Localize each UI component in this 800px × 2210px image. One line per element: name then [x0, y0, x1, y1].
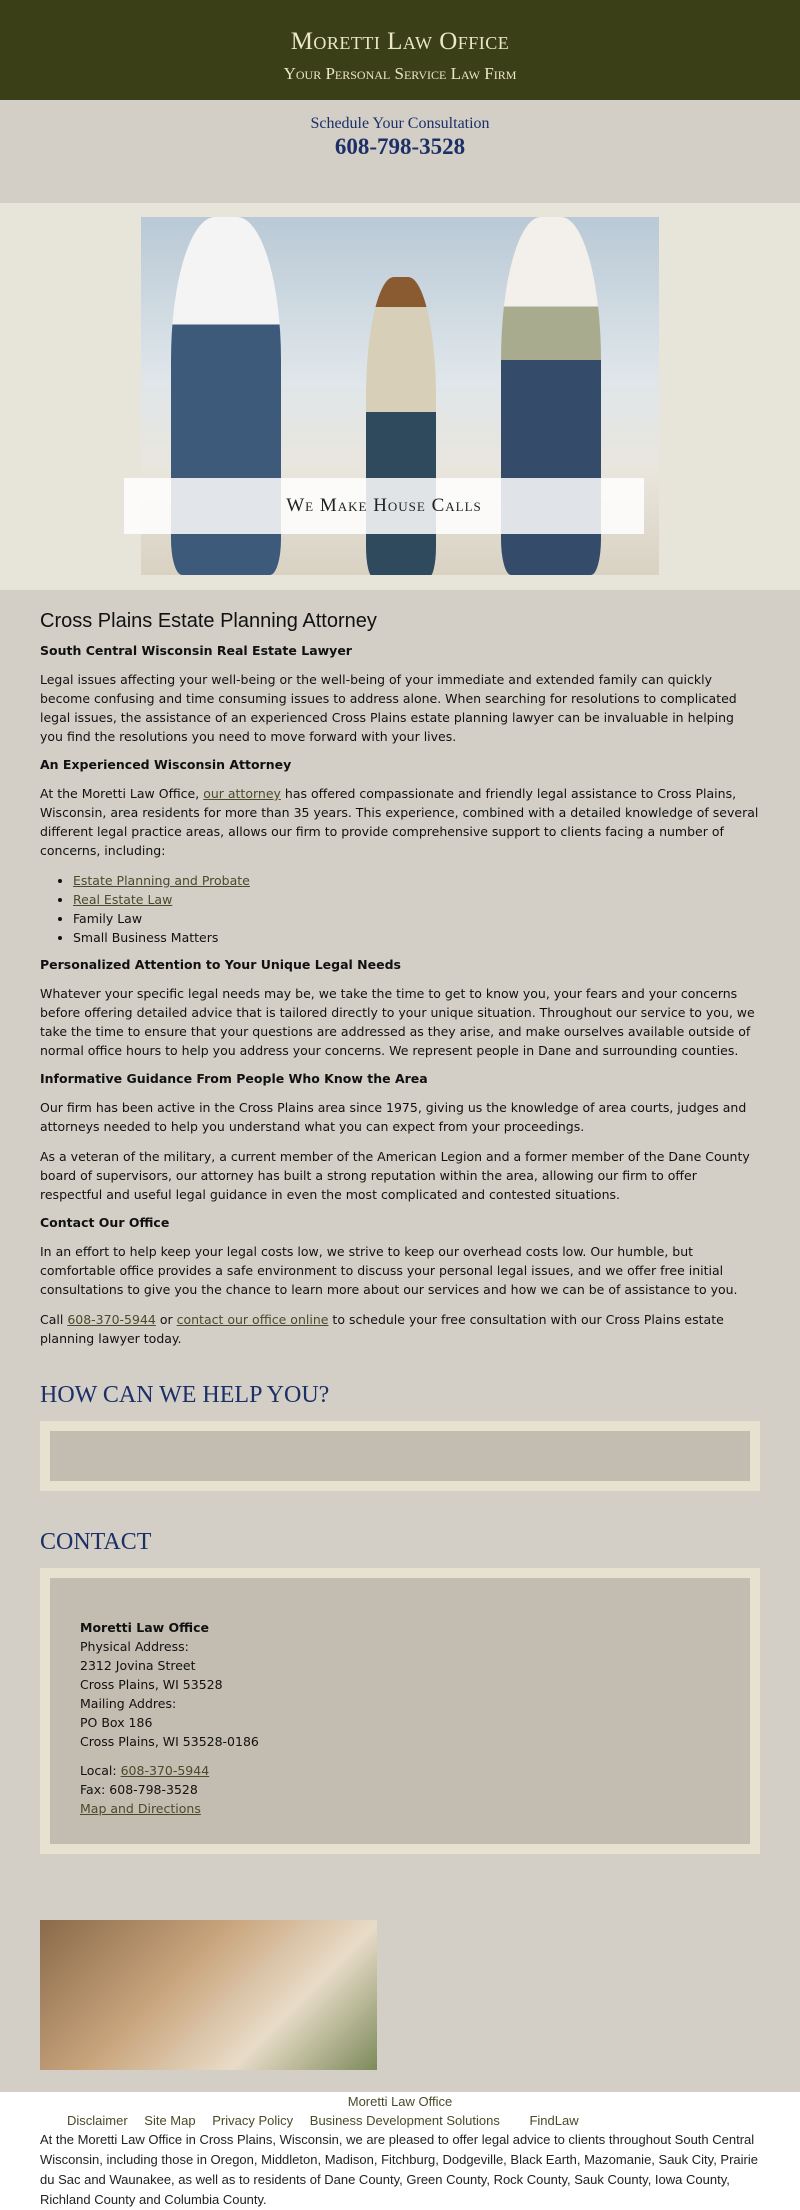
consultation-banner [0, 100, 800, 203]
footer-link-findlaw[interactable]: FindLaw [529, 2113, 579, 2128]
page-title: Cross Plains Estate Planning Attorney [40, 610, 377, 632]
text: to schedule your free consultation with our Cross Plains estate planning lawyer today. [40, 1312, 724, 1346]
paragraph: Whatever your specific legal needs may be, we take the time to get to know you, your fears and your concerns before offering detailed advice that is tailored directly to your unique situation. Throughout our service to you, we take the time to ensure that your questions are addressed as they arise, and make ourselves available outside of normal office hours to help you address your concerns. We represent people in Dane and surrounding counties. [40, 986, 755, 1058]
practice-link-real-estate[interactable]: Real Estate Law [73, 892, 173, 907]
practice-link-estate-planning[interactable]: Estate Planning and Probate [73, 873, 250, 888]
footer [0, 2092, 800, 2210]
footer-office-name: Moretti Law Office [347, 2094, 453, 2109]
paragraph: In an effort to help keep your legal costs low, we strive to keep our overhead costs low. Our humble, but comfortable office provides a safe environment to discuss your personal legal issues, and we offer free initial consultations to give you the chance to learn more about our services and how we can be of assistance to you. [40, 1244, 738, 1297]
footer-link-site-map[interactable]: Site Map [144, 2113, 196, 2128]
help-form-area [50, 1431, 750, 1481]
contact-details [50, 1578, 750, 1844]
site-tagline: Your Personal Service Law Firm [283, 64, 517, 83]
help-heading: HOW CAN WE HELP YOU? [40, 1382, 330, 1408]
footer-text: At the Moretti Law Office in Cross Plains, Wisconsin, we are pleased to offer legal advice to clients throughout South Central Wisconsin, including those in Oregon, Middleton, Madison, Fitchburg, Dodgeville, Black Earth, Mazomanie, Sauk City, Prairie du Sac and Waunakee, as well as to residents of Dane County, Green County, Rock County, Sauk County, Iowa County, Richland County and Columbia County. [40, 2132, 758, 2207]
list-item: • Family Law [73, 909, 760, 928]
subheading: An Experienced Wisconsin Attorney [40, 757, 292, 772]
practice-area-list [73, 871, 760, 947]
contact-heading: CONTACT [40, 1529, 152, 1555]
address-line: Physical Address: [80, 1639, 189, 1654]
footer-link-business-dev[interactable]: Business Development Solutions [309, 2113, 500, 2128]
family-photo [40, 1920, 377, 2070]
footer-links [40, 2113, 760, 2128]
site-header [0, 0, 800, 100]
hero-caption: We Make House Calls [124, 478, 644, 534]
address-line: Mailing Addres: [80, 1696, 177, 1711]
footer-link-disclaimer[interactable]: Disclaimer [67, 2113, 128, 2128]
address-line: PO Box 186 [80, 1715, 153, 1730]
hero [0, 203, 800, 590]
text: or [155, 1312, 177, 1327]
paragraph: Our firm has been active in the Cross Plains area since 1975, giving us the knowledge of area courts, judges and attorneys needed to help you understand what you can expect from your proceedings. [40, 1100, 747, 1134]
label: Local: [80, 1763, 121, 1778]
local-phone-link[interactable]: 608-370-5944 [120, 1763, 210, 1778]
paragraph: Legal issues affecting your well-being or the well-being of your immediate and extended family can quickly become confusing and time consuming issues to address alone. When searching for resolutions to complicated legal issues, the assistance of an experienced Cross Plains estate planning lawyer can be invaluable in helping you find the resolutions you need to move forward with your lives. [40, 672, 737, 744]
consultation-label: Schedule Your Consultation [310, 115, 490, 132]
fax: Fax: 608-798-3528 [80, 1782, 198, 1797]
subheading: South Central Wisconsin Real Estate Lawyer [40, 643, 352, 658]
text: has offered compassionate and friendly legal assistance to Cross Plains, Wisconsin, area residents for more than 35 years. This experience, combined with a detailed knowledge of several different legal practice areas, allows our firm to provide comprehensive support to clients facing a number of concerns, including: [40, 786, 759, 858]
paragraph [40, 1310, 760, 1348]
paragraph: As a veteran of the military, a current member of the American Legion and a former member of the Dane County board of supervisors, our attorney has built a strong reputation within the area, allowing our firm to offer respectful and useful legal guidance in even the most complicated and contested situations. [40, 1149, 750, 1202]
address-line: 2312 Jovina Street [80, 1658, 196, 1673]
phone-link[interactable]: 608-370-5944 [67, 1312, 156, 1327]
subheading: Informative Guidance From People Who Know the Area [40, 1071, 428, 1086]
address-line: Cross Plains, WI 53528-0186 [80, 1734, 259, 1749]
our-attorney-link[interactable]: our attorney [203, 786, 281, 801]
paragraph [40, 784, 760, 860]
contact-box [40, 1568, 760, 1854]
help-box [40, 1421, 760, 1491]
list-item: • Small Business Matters [73, 928, 760, 947]
local-phone [80, 1761, 720, 1780]
subheading: Contact Our Office [40, 1215, 170, 1230]
consultation-phone[interactable]: 608-798-3528 [334, 134, 466, 159]
text: At the Moretti Law Office, [40, 786, 204, 801]
footer-link-privacy[interactable]: Privacy Policy [212, 2113, 294, 2128]
address-line: Cross Plains, WI 53528 [80, 1677, 223, 1692]
subheading: Personalized Attention to Your Unique Legal Needs [40, 957, 401, 972]
contact-online-link[interactable]: contact our office online [176, 1312, 329, 1327]
map-directions-link[interactable]: Map and Directions [80, 1801, 201, 1816]
main-content [0, 610, 800, 2070]
office-name: Moretti Law Office [80, 1620, 210, 1635]
text: Call [40, 1312, 68, 1327]
site-title[interactable]: Moretti Law Office [290, 28, 510, 55]
